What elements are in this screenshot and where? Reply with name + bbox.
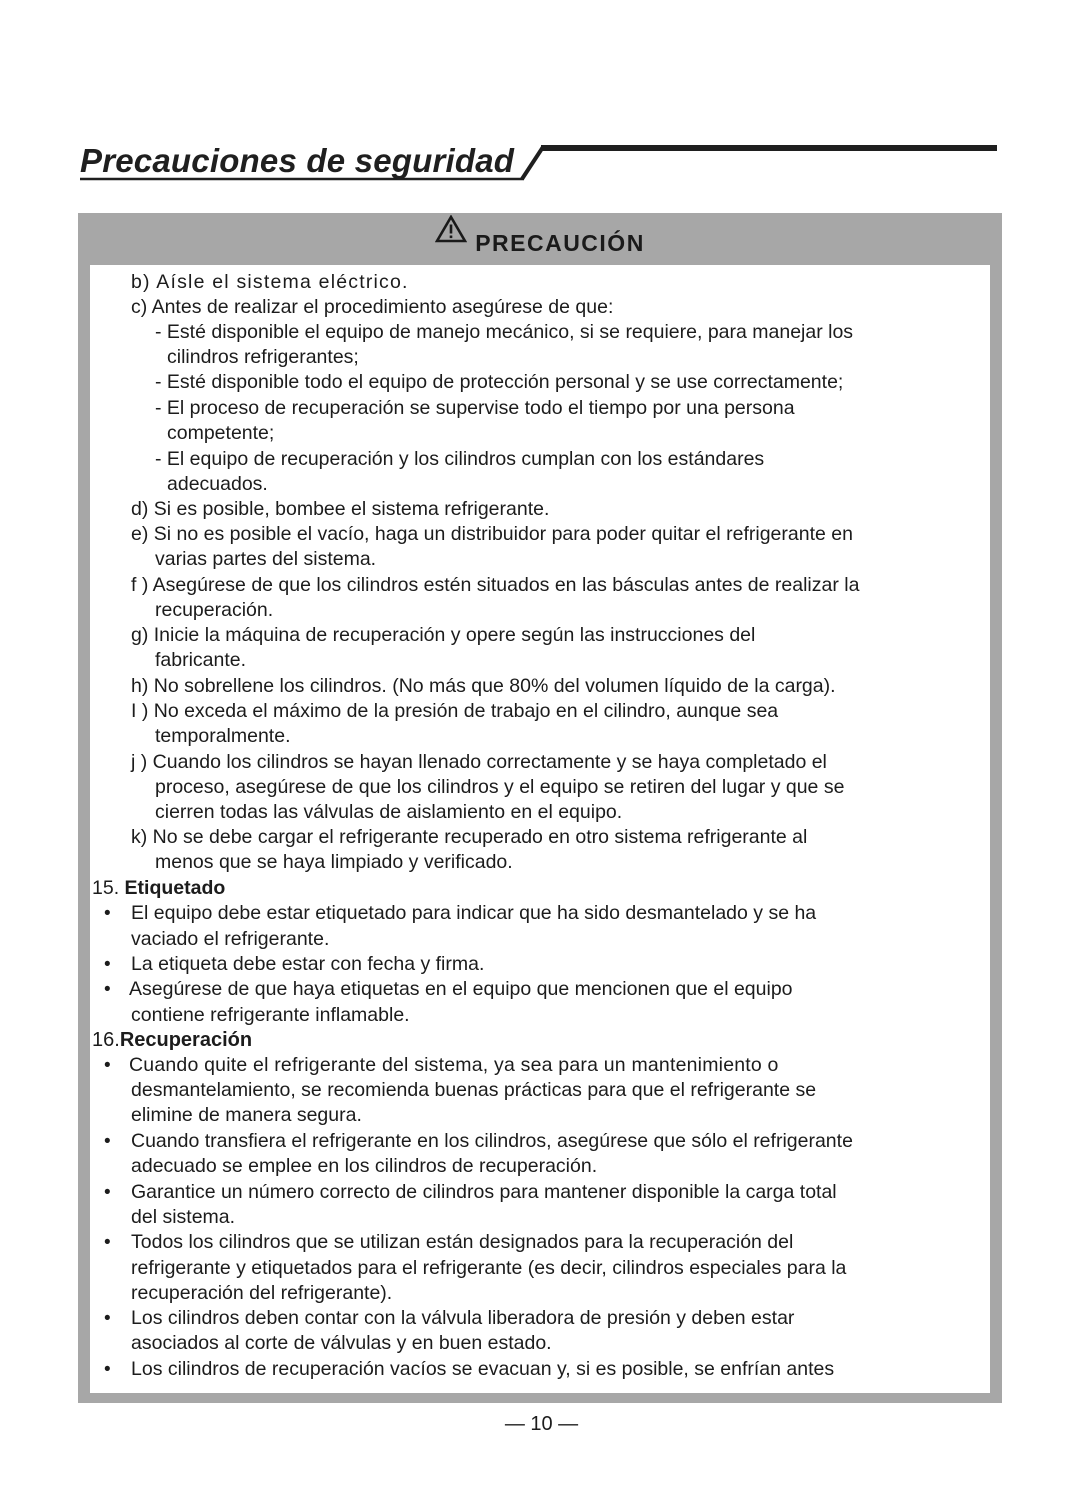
item-k: k) No se debe cargar el refrigerante recuperado en otro sistema refrigerante al: [131, 826, 808, 848]
item-f: f ) Asegúrese de que los cilindros estén situados en las básculas antes de realizar la: [131, 574, 860, 596]
s16-bullet5-cont: asociados al corte de válvulas y en buen estado.: [131, 1332, 552, 1354]
item-k-cont: menos que se haya limpiado y verificado.: [155, 851, 513, 873]
s16-bullet4-cont1: refrigerante y etiquetados para el refrigerante (es decir, cilindros especiales para la: [131, 1257, 847, 1279]
item-g: g) Inicie la máquina de recuperación y opere según las instrucciones del: [131, 624, 756, 646]
s15-bullet3: Asegúrese de que haya etiquetas en el equipo que mencionen que el equipo: [129, 978, 793, 1000]
bullet-icon: •: [104, 1182, 111, 1203]
section-16-number: 16.: [92, 1029, 120, 1051]
item-c: c) Antes de realizar el procedimiento asegúrese de que:: [131, 296, 614, 318]
s16-bullet6: Los cilindros de recuperación vacíos se evacuan y, si es posible, se enfrían antes: [131, 1358, 835, 1380]
page-number: — 10 —: [504, 1413, 579, 1435]
item-e: e) Si no es posible el vacío, haga un distribuidor para poder quitar el refrigerante en: [131, 523, 853, 545]
section-16-title: Recuperación: [119, 1029, 253, 1051]
item-b: b) Aísle el sistema eléctrico.: [131, 271, 409, 293]
s15-bullet1-cont: vaciado el refrigerante.: [131, 928, 330, 950]
item-i-cont: temporalmente.: [155, 725, 291, 747]
item-c-sub2: - Esté disponible todo el equipo de protección personal y se use correctamente;: [155, 371, 844, 393]
s16-bullet1: Cuando quite el refrigerante del sistema, ya sea para un mantenimiento o: [129, 1054, 779, 1076]
item-h: h) No sobrellene los cilindros. (No más que 80% del volumen líquido de la carga).: [131, 675, 836, 697]
caution-label: PRECAUCIÓN: [475, 230, 645, 256]
s16-bullet4-cont2: recuperación del refrigerante).: [131, 1282, 393, 1304]
s16-bullet1-cont1: desmantelamiento, se recomienda buenas prácticas para que el refrigerante se: [131, 1079, 817, 1101]
section-15-number: 15.: [92, 877, 125, 899]
item-j-cont1: proceso, asegúrese de que los cilindros y el equipo se retiren del lugar y que se: [155, 776, 845, 798]
warning-triangle-icon: [435, 209, 467, 269]
item-e-cont: varias partes del sistema.: [155, 548, 377, 570]
bullet-icon: •: [104, 903, 111, 924]
caution-header: [78, 213, 1002, 265]
s16-bullet2-cont: adecuado se emplee en los cilindros de recuperación.: [131, 1155, 598, 1177]
s15-bullet2: La etiqueta debe estar con fecha y firma.: [131, 953, 485, 975]
item-f-cont: recuperación.: [155, 599, 274, 621]
bullet-icon: •: [104, 979, 111, 1000]
section-16-heading: [92, 1028, 252, 1053]
item-c-sub3-cont: competente;: [167, 422, 275, 444]
item-j: j ) Cuando los cilindros se hayan llenado correctamente y se haya completado el: [131, 751, 827, 773]
bullet-icon: •: [104, 1131, 111, 1152]
bullet-icon: •: [104, 1232, 111, 1253]
item-c-sub4-cont: adecuados.: [167, 473, 268, 495]
page-title: Precauciones de seguridad: [80, 142, 515, 179]
item-j-cont2: cierren todas las válvulas de aislamiento en el equipo.: [155, 801, 623, 823]
s16-bullet3: Garantice un número correcto de cilindros para mantener disponible la carga total: [131, 1181, 837, 1203]
item-c-sub1: - Esté disponible el equipo de manejo mecánico, si se requiere, para manejar los: [155, 321, 854, 343]
s16-bullet2: Cuando transfiera el refrigerante en los cilindros, asegúrese que sólo el refrigerante: [131, 1130, 853, 1152]
page-header: [78, 140, 998, 185]
bullet-icon: •: [104, 1055, 111, 1076]
s16-bullet5: Los cilindros deben contar con la válvula liberadora de presión y deben estar: [131, 1307, 795, 1329]
bullet-icon: •: [104, 1359, 111, 1380]
s15-bullet1: El equipo debe estar etiquetado para indicar que ha sido desmantelado y se ha: [131, 902, 817, 924]
bullet-icon: •: [104, 1308, 111, 1329]
s15-bullet3-cont: contiene refrigerante inflamable.: [131, 1004, 410, 1026]
s16-bullet4: Todos los cilindros que se utilizan están designados para la recuperación del: [131, 1231, 794, 1253]
bullet-icon: •: [104, 954, 111, 975]
item-c-sub4: - El equipo de recuperación y los cilindros cumplan con los estándares: [155, 448, 765, 470]
s16-bullet1-cont2: elimine de manera segura.: [131, 1104, 362, 1126]
item-d: d) Si es posible, bombee el sistema refrigerante.: [131, 498, 550, 520]
s16-bullet3-cont: del sistema.: [131, 1206, 236, 1228]
item-c-sub1-cont: cilindros refrigerantes;: [167, 346, 359, 368]
section-15-heading: [92, 876, 225, 901]
item-g-cont: fabricante.: [155, 649, 247, 671]
section-15-title: Etiquetado: [124, 877, 226, 899]
item-i: I ) No exceda el máximo de la presión de trabajo en el cilindro, aunque sea: [131, 700, 779, 722]
item-c-sub3: - El proceso de recuperación se supervise todo el tiempo por una persona: [155, 397, 795, 419]
